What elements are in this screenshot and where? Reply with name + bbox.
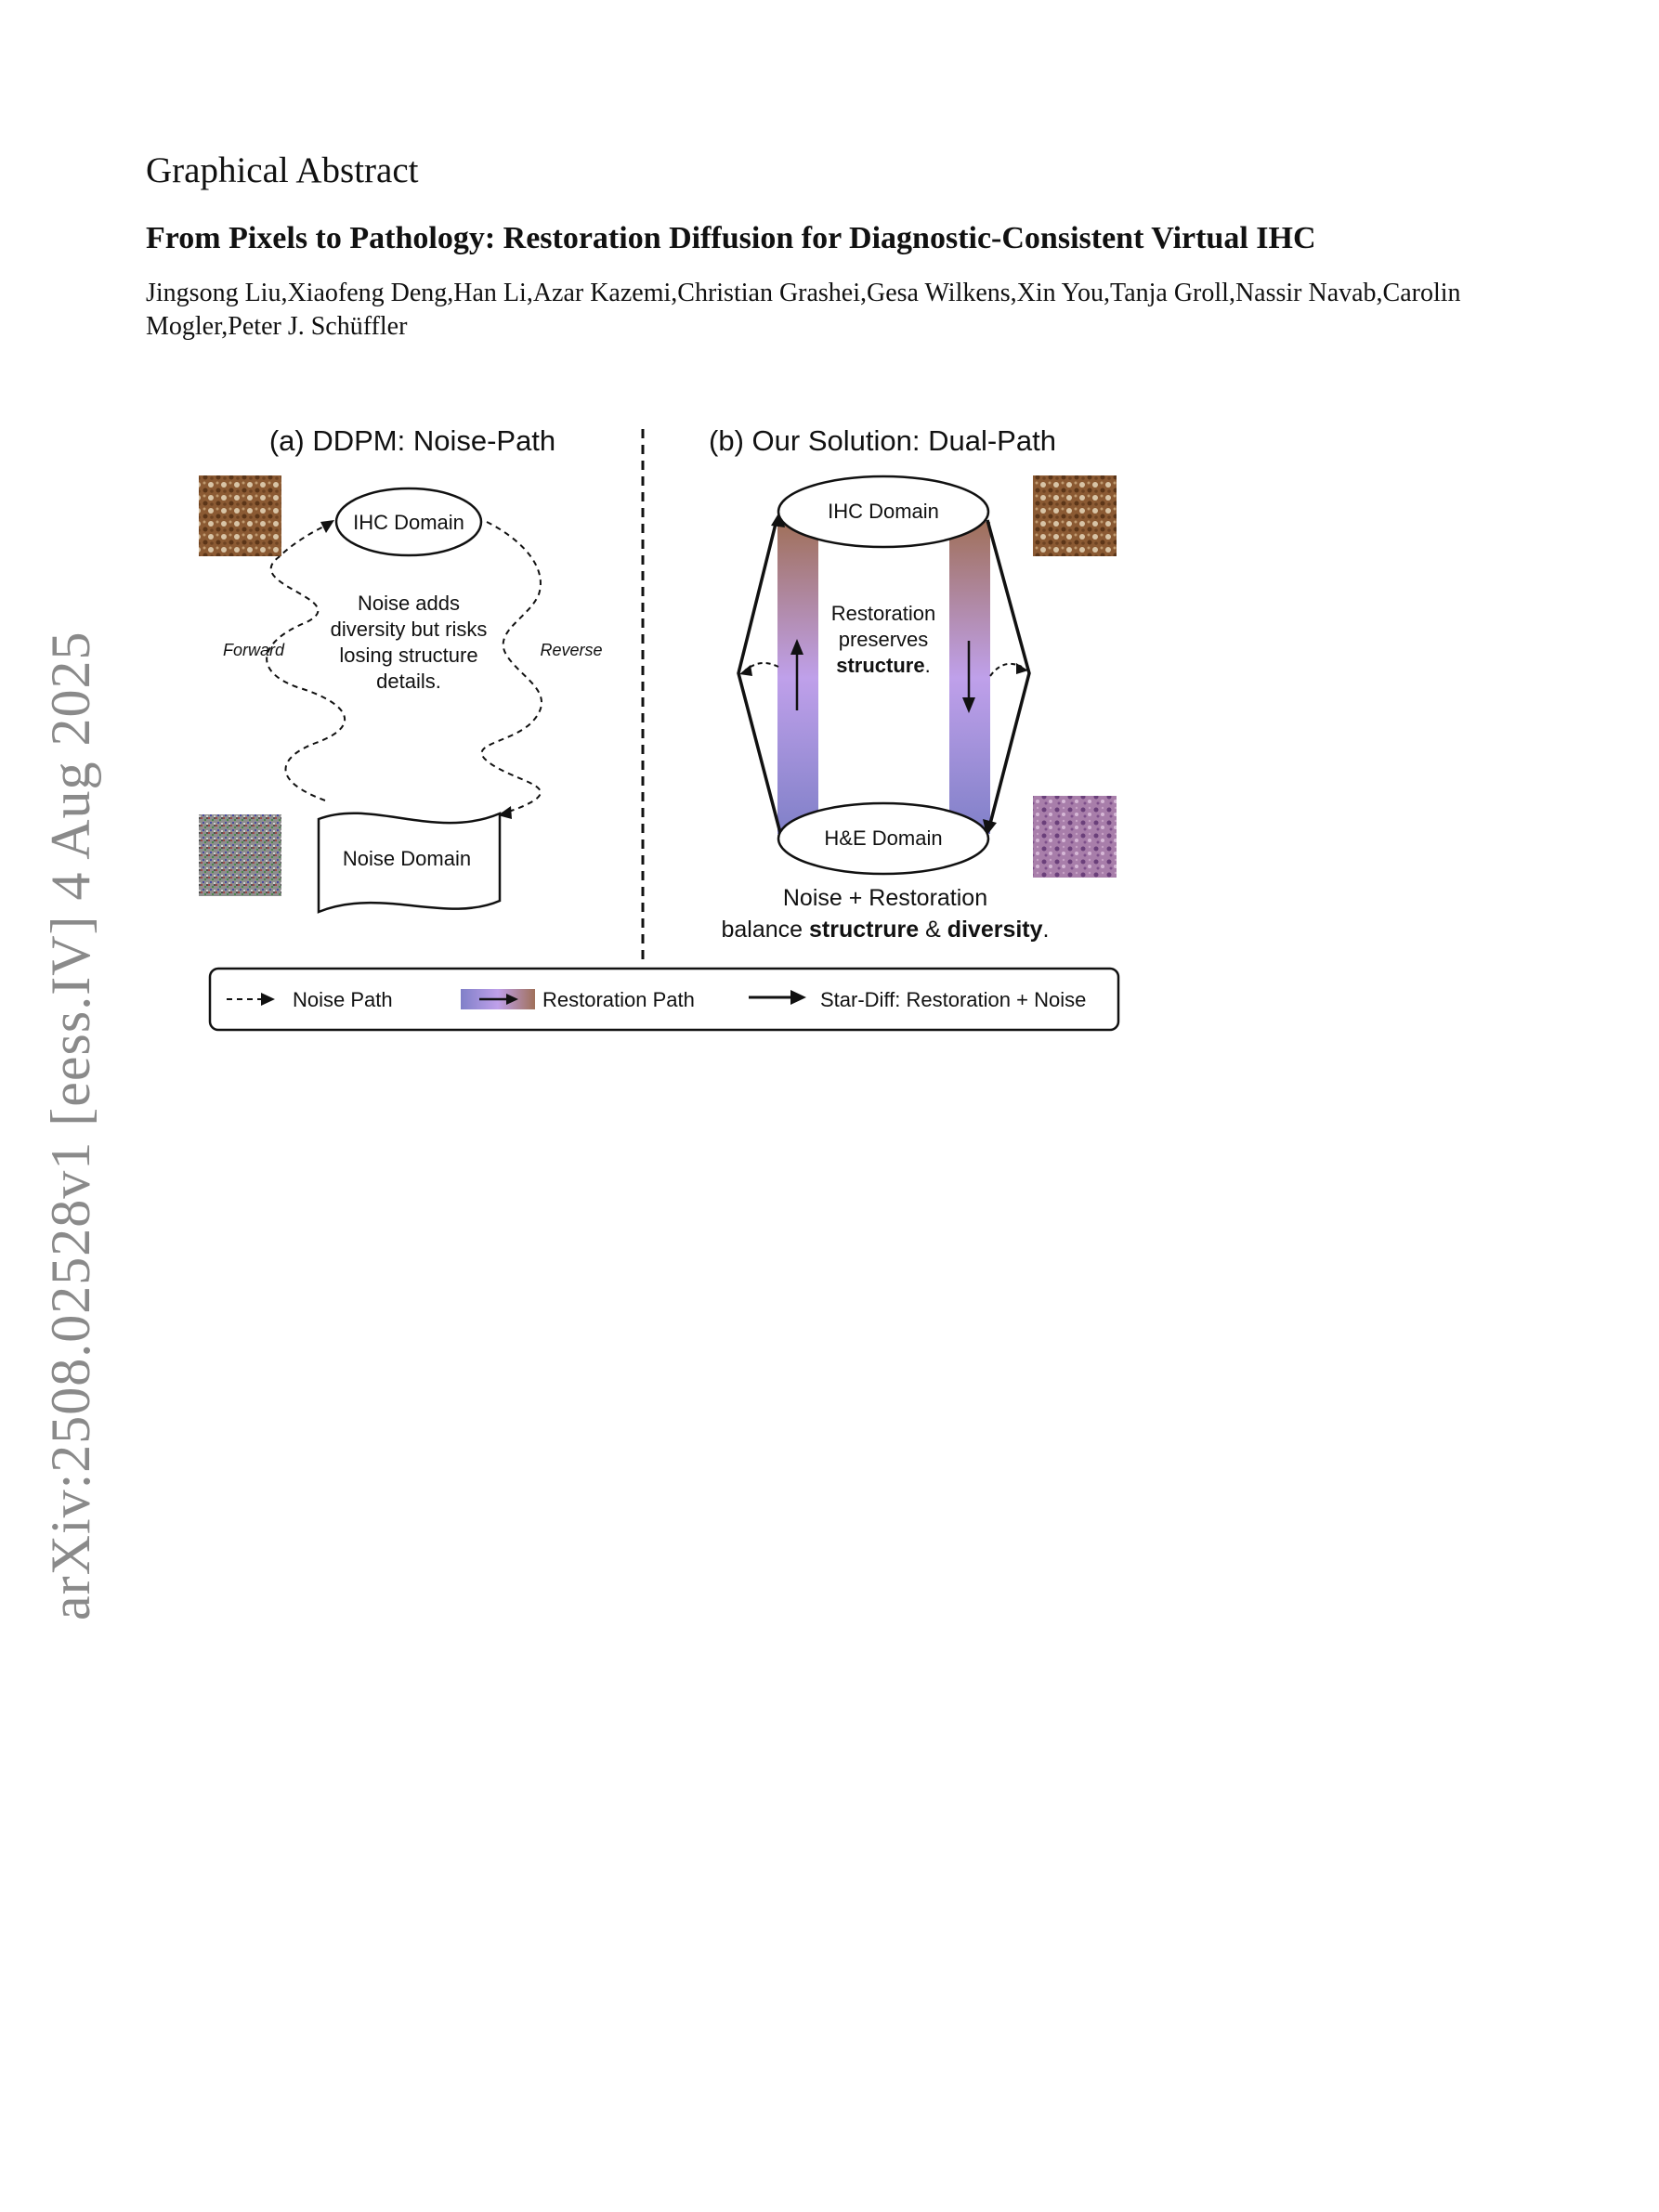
caption-and: & (919, 917, 947, 943)
structure-period: . (924, 654, 931, 677)
noise-thumbnail (199, 814, 281, 896)
paper-title: From Pixels to Pathology: Restoration Diffusion for Diagnostic-Consistent Virtual IHC (146, 221, 1316, 255)
forward-arrowhead (320, 520, 334, 533)
stardiff-path-left (738, 520, 780, 833)
he-domain-label: H&E Domain (824, 826, 943, 850)
paper-authors: Jingsong Liu,Xiaofeng Deng,Han Li,Azar Kazemi,Christian Grashei,Gesa Wilkens,Xin You,Tanja Groll,Nassir Navab,Carolin Mogler,Peter J. Schüffler (146, 279, 1461, 341)
reverse-label: Reverse (540, 641, 603, 659)
ihc-domain-label-left: IHC Domain (353, 511, 464, 534)
caption-period: . (1042, 917, 1050, 943)
noise-text-line-2: diversity but risks (330, 618, 488, 641)
forward-label: Forward (222, 641, 285, 659)
ihc-thumbnail-right (1033, 475, 1117, 556)
ihc-domain-label-right: IHC Domain (828, 500, 939, 523)
legend-noise-path-label: Noise Path (293, 988, 393, 1011)
forward-noise-path (267, 523, 345, 800)
noise-text-line-1: Noise adds (357, 592, 461, 615)
restoration-text-line-2: preserves (838, 628, 929, 651)
graphical-abstract-figure (0, 0, 1659, 1059)
noise-text-line-3: losing structure (339, 644, 478, 667)
section-heading: Graphical Abstract (146, 150, 419, 190)
legend-stardiff-label: Star-Diff: Restoration + Noise (820, 988, 1087, 1011)
he-thumbnail (1033, 796, 1117, 878)
ihc-thumbnail-left (199, 475, 281, 556)
legend-restoration-label: Restoration Path (542, 988, 695, 1011)
right-panel-title: (b) Our Solution: Dual-Path (709, 424, 1056, 457)
structure-bold: structure (836, 654, 925, 677)
right-caption-line-2 (722, 917, 1050, 943)
reverse-noise-path (482, 522, 542, 813)
left-panel-title: (a) DDPM: Noise-Path (268, 424, 556, 457)
noise-text-line-4: details. (376, 670, 441, 693)
noise-domain-label: Noise Domain (342, 847, 472, 870)
right-caption-line-1: Noise + Restoration (782, 885, 988, 911)
arxiv-stamp: arXiv:2508.02528v1 [eess.IV] 4 Aug 2025 (40, 631, 101, 1620)
caption-balance: balance (721, 917, 810, 943)
caption-diversity-bold: diversity (947, 917, 1043, 943)
restoration-text-line-1: Restoration (830, 602, 936, 625)
caption-structure-bold: structrure (809, 917, 920, 943)
noise-center-text (331, 592, 488, 693)
restoration-text-line-3 (836, 654, 930, 677)
